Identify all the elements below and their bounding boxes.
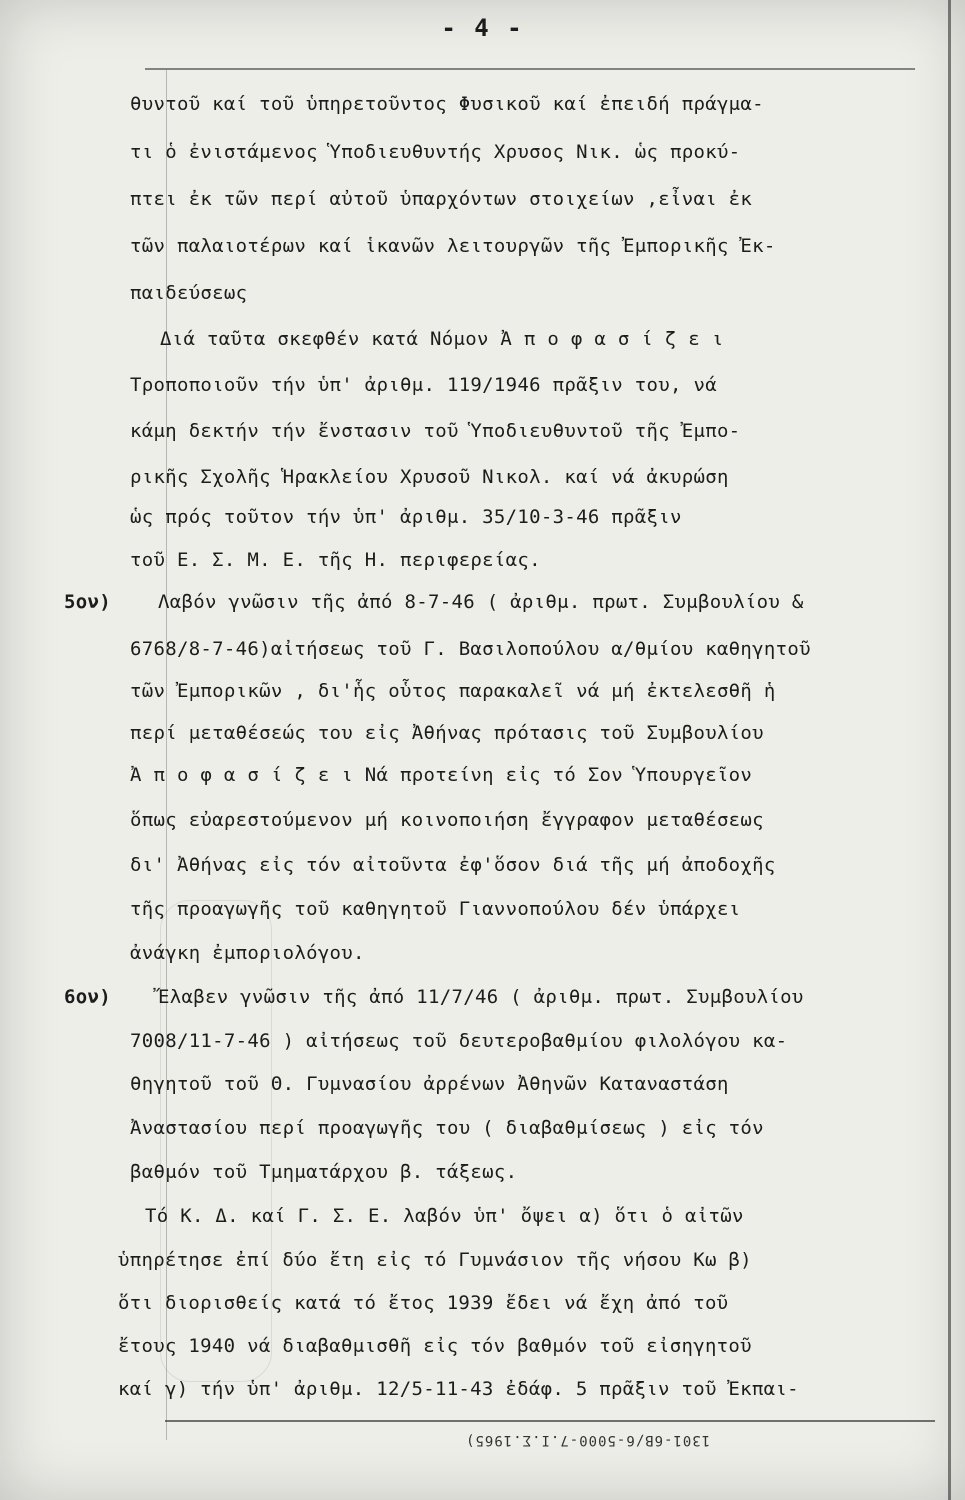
text-line: ρικῆς Σχολῆς Ἡρακλείου Χρυσοῦ Νικολ. καί νά ἀκυρώση	[130, 466, 729, 488]
text-line: τι ὁ ἐνιστάμενος Ὑποδιευθυντής Χρυσος Νικ. ὡς προκύ-	[130, 141, 741, 163]
text-line: Τροποποιοῦν τήν ὑπ' ἀριθμ. 119/1946 πρᾶξιν του, νά	[130, 374, 717, 396]
text-line: τῆς προαγωγῆς τοῦ καθηγητοῦ Γιαννοπούλου δέν ὑπάρχει	[130, 898, 741, 920]
text-line: ὡς πρός τοῦτον τήν ὑπ' ἀριθμ. 35/10-3-46 πρᾶξιν	[130, 506, 682, 528]
page-edge-line	[948, 0, 951, 1500]
text-line: τοῦ Ε. Σ. Μ. Ε. τῆς Η. περιφερείας.	[130, 549, 541, 571]
text-line: ἔτους 1940 νά διαβαθμισθῆ εἰς τόν βαθμόν τοῦ εἰσηγητοῦ	[118, 1335, 752, 1357]
item-number: 5ον)	[64, 591, 111, 613]
text-line: Ἀ π ο φ α σ ί ζ ε ι Νά προτείνη εἰς τό Σον Ὑπουργεῖον	[130, 764, 753, 786]
text-line: Τό Κ. Δ. καί Γ. Σ. Ε. λαβόν ὑπ' ὄψει α) ὅτι ὁ αἰτῶν	[145, 1205, 744, 1227]
text-line: θηγητοῦ τοῦ Θ. Γυμνασίου ἀρρένων Ἀθηνῶν Καταναστάση	[130, 1073, 729, 1095]
text-line: τῶν Ἐμπορικῶν , δι'ἧς οὗτος παρακαλεῖ νά μή ἐκτελεσθῆ ἡ	[130, 680, 776, 702]
text-line: Λαβόν γνῶσιν τῆς ἀπό 8-7-46 ( ἀριθμ. πρωτ. Συμβουλίου &	[158, 591, 804, 613]
footer-print-code: 1301-6Β/6-5000-7.Ι.Σ.1965)	[465, 1432, 711, 1448]
text-line: δι' Ἀθήνας εἰς τόν αἰτοῦντα ἐφ'ὅσον διά τῆς μή ἀποδοχῆς	[130, 854, 776, 876]
text-line: Διά ταῦτα σκεφθέν κατά Νόμον Ἀ π ο φ α σ ί ζ ε ι	[160, 328, 724, 350]
top-rule	[145, 68, 915, 70]
text-line: καί γ) τήν ὑπ' ἀριθμ. 12/5-11-43 ἐδάφ. 5 πρᾶξιν τοῦ Ἐκπαι-	[118, 1378, 799, 1400]
page-number: - 4 -	[441, 14, 524, 42]
text-line: Ἔλαβεν γνῶσιν τῆς ἀπό 11/7/46 ( ἀριθμ. πρωτ. Συμβουλίου	[158, 986, 804, 1008]
text-line: 7008/11-7-46 ) αἰτήσεως τοῦ δευτεροβαθμίου φιλολόγου κα-	[130, 1030, 788, 1052]
text-line: κάμη δεκτήν τήν ἔνστασιν τοῦ Ὑποδιευθυντοῦ τῆς Ἐμπο-	[130, 420, 741, 442]
bottom-rule	[165, 1420, 935, 1422]
text-line: θυντοῦ καί τοῦ ὑπηρετοῦντος Φυσικοῦ καί ἐπειδή πράγμα-	[130, 93, 764, 115]
text-line: παιδεύσεως	[130, 282, 248, 304]
text-line: ἀνάγκη ἐμποριολόγου.	[130, 942, 365, 964]
text-line: βαθμόν τοῦ Τμηματάρχου β. τάξεως.	[130, 1161, 518, 1183]
text-line: πτει ἐκ τῶν περί αὐτοῦ ὑπαρχόντων στοιχείων ,εἶναι ἐκ	[130, 188, 753, 210]
text-line: ὑπηρέτησε ἐπί δύο ἔτη εἰς τό Γυμνάσιον τῆς νήσου Κω β)	[118, 1249, 752, 1271]
text-line: περί μεταθέσεώς του εἰς Ἀθήνας πρότασις τοῦ Συμβουλίου	[130, 722, 764, 744]
text-line: τῶν παλαιοτέρων καί ἱκανῶν λειτουργῶν τῆς Ἐμπορικῆς Ἐκ-	[130, 235, 776, 257]
text-line: 6768/8-7-46)αἰτήσεως τοῦ Γ. Βασιλοπούλου α/θμίου καθηγητοῦ	[130, 638, 811, 660]
text-line: ὅπως εὐαρεστούμενον μή κοινοποιήση ἔγγραφον μεταθέσεως	[130, 809, 764, 831]
text-line: Ἀναστασίου περί προαγωγῆς του ( διαβαθμίσεως ) εἰς τόν	[130, 1117, 764, 1139]
text-line: ὅτι διορισθείς κατά τό ἔτος 1939 ἔδει νά ἔχη ἀπό τοῦ	[118, 1292, 729, 1314]
item-number: 6ον)	[64, 986, 111, 1008]
